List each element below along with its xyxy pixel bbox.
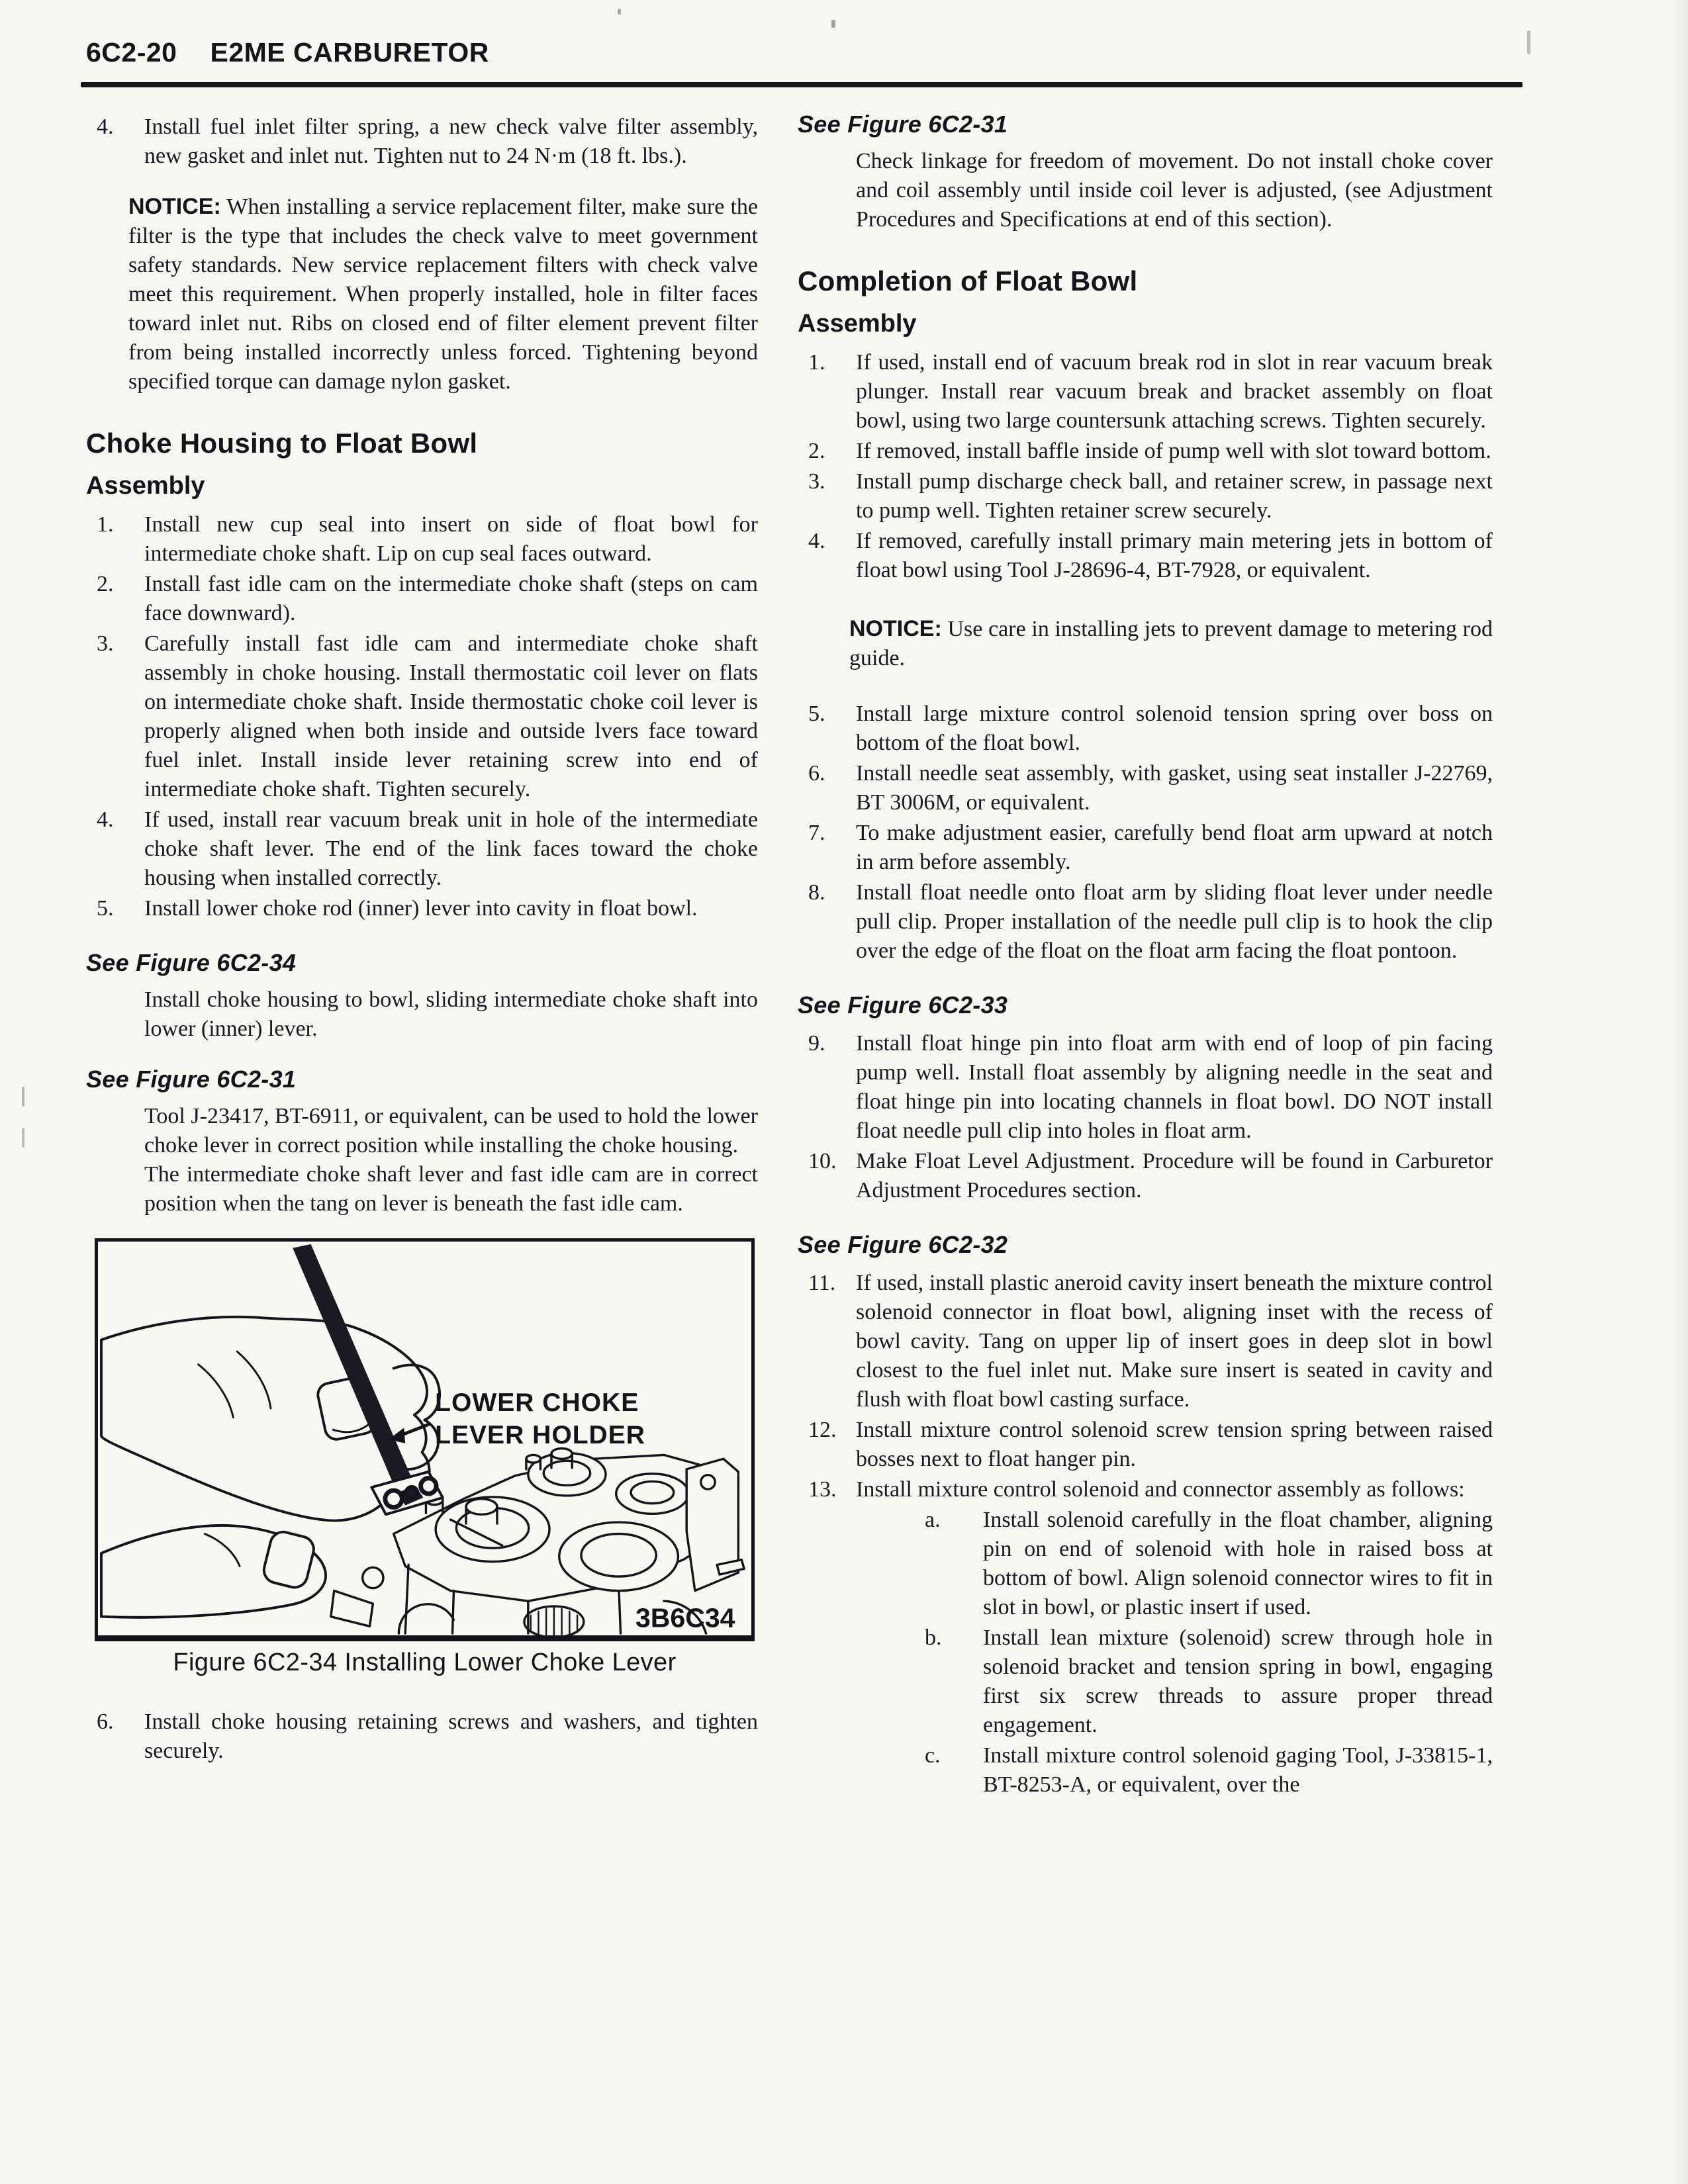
paragraph: The intermediate choke shaft lever and fast idle cam are in correct position when the tang on lever is beneath the fast idle cam. [144, 1162, 758, 1216]
numbered-list [798, 1029, 1493, 1205]
numbered-list [798, 348, 1493, 585]
list-item-number: 4. [97, 114, 114, 139]
list-item [86, 113, 758, 171]
notice-paragraph [849, 614, 1493, 673]
list-item [798, 527, 1493, 585]
section-heading: Choke Housing to Float Bowl [86, 428, 478, 459]
page-header [86, 37, 489, 68]
list-item-text: Install pump discharge check ball, and retainer screw, in passage next to pump well. Tighten retainer screw securely. [856, 469, 1493, 523]
list-item-text: Install lean mixture (solenoid) screw through hole in solenoid bracket and tension spring in bowl, engaging first six screw threads to assure proper thread engagement. [983, 1625, 1493, 1737]
list-subitem [921, 1741, 1493, 1799]
list-item-number: 9. [808, 1031, 825, 1056]
list-item [86, 570, 758, 628]
list-item [86, 510, 758, 569]
list-item-number: 12. [808, 1418, 837, 1442]
figure-reference: See Figure 6C2-33 [798, 991, 1008, 1019]
subsection-heading: Assembly [798, 310, 917, 338]
list-item [86, 894, 758, 923]
list-item-text: If removed, install baffle inside of pump well with slot toward bottom. [856, 439, 1491, 463]
list-item-number: 5. [97, 896, 114, 921]
list-item-text: If used, install plastic aneroid cavity insert beneath the mixture control solenoid connector in float bowl, aligning inset with the recess of bowl cavity. Tang on upper lip of insert goes in deep slot in bowl closest to the fuel inlet nut. Make sure insert is seated in cavity and flush with float bowl casting surface. [856, 1271, 1493, 1412]
numbered-list [798, 1269, 1493, 1799]
page-title: E2ME CARBURETOR [210, 37, 489, 68]
numbered-list [86, 510, 758, 923]
list-subitem [921, 1506, 1493, 1622]
notice-text: Use care in installing jets to prevent damage to metering rod guide. [849, 617, 1493, 670]
list-item [798, 700, 1493, 758]
list-item-text: Install mixture control solenoid and connector assembly as follows: [856, 1477, 1465, 1502]
list-item-text: Install mixture control solenoid screw tension spring between raised bosses next to float hanger pin. [856, 1418, 1493, 1471]
list-item [798, 467, 1493, 525]
list-item-text: Install needle seat assembly, with gasket, using seat installer J-22769, BT 3006M, or equivalent. [856, 761, 1493, 815]
figure-reference: See Figure 6C2-31 [86, 1066, 297, 1093]
list-item-number: 1. [97, 512, 114, 537]
list-item-number: 1. [808, 350, 825, 375]
figure-label-line2: LEVER HOLDER [435, 1420, 646, 1449]
scan-edge-shade [1672, 0, 1688, 2184]
figure-part-code: 3B6C34 [635, 1602, 735, 1633]
figure-caption: Figure 6C2-34 Installing Lower Choke Lever [173, 1649, 677, 1676]
section-heading: Completion of Float Bowl [798, 265, 1138, 296]
paragraph: Install choke housing to bowl, sliding intermediate choke shaft into lower (inner) lever. [144, 987, 758, 1041]
list-subitem [921, 1623, 1493, 1740]
list-item [798, 1475, 1493, 1504]
list-item-text: Install lower choke rod (inner) lever into cavity in float bowl. [144, 896, 698, 921]
list-item-letter: a. [925, 1508, 941, 1532]
list-item-text: Install choke housing retaining screws and washers, and tighten securely. [144, 1709, 758, 1763]
page-number: 6C2-20 [86, 37, 177, 68]
list-item-number: 5. [808, 702, 825, 726]
list-item [798, 437, 1493, 466]
list-item-text: Make Float Level Adjustment. Procedure will be found in Carburetor Adjustment Procedures section. [856, 1149, 1493, 1203]
list-item-text: Install float needle onto float arm by sliding float lever under needle pull clip. Proper installation of the needle pull clip is to hook the clip over the edge of the float on the float arm facing the float pontoon. [856, 880, 1493, 963]
figure-6c2-34 [95, 1238, 755, 1641]
figure-illustration [98, 1242, 751, 1635]
list-item-text: Install new cup seal into insert on side of float bowl for intermediate choke shaft. Lip on cup seal faces outward. [144, 512, 758, 566]
list-item-number: 2. [97, 572, 114, 596]
list-item [86, 1707, 758, 1766]
list-item-text: If used, install end of vacuum break rod in slot in rear vacuum break plunger. Install rear vacuum break and bracket assembly on float bowl, using two large countersunk attaching screws. Tighten securely. [856, 350, 1493, 433]
list-item-text: Install solenoid carefully in the float chamber, aligning pin on end of solenoid with hole in raised boss at bottom of bowl. Align solenoid connector wires to fit in slot in bowl, or plastic insert if used. [983, 1508, 1493, 1619]
list-item-number: 8. [808, 880, 825, 905]
header-rule [81, 82, 1523, 87]
figure-reference: See Figure 6C2-32 [798, 1231, 1008, 1258]
list-item-text: To make adjustment easier, carefully bend float arm upward at notch in arm before assembly. [856, 821, 1493, 874]
list-item [798, 348, 1493, 435]
list-item-letter: b. [925, 1625, 942, 1650]
list-item-number: 11. [808, 1271, 836, 1295]
list-item [798, 1029, 1493, 1146]
list-item-number: 3. [808, 469, 825, 494]
list-item-number: 6. [97, 1709, 114, 1734]
figure-reference: See Figure 6C2-31 [798, 111, 1008, 138]
list-item-text: Install large mixture control solenoid tension spring over boss on bottom of the float bowl. [856, 702, 1493, 755]
list-item-number: 4. [97, 807, 114, 832]
list-item-number: 6. [808, 761, 825, 786]
list-item-text: Install fuel inlet filter spring, a new check valve filter assembly, new gasket and inlet nut. Tighten nut to 24 N·m (18 ft. lbs.). [144, 114, 758, 168]
scan-artifact [22, 1128, 24, 1148]
list-item [86, 805, 758, 893]
thumb-illustration [101, 1525, 326, 1617]
list-item-text: Install fast idle cam on the intermediate choke shaft (steps on cam face downward). [144, 572, 758, 625]
two-column-layout [86, 111, 1519, 1799]
list-item [798, 759, 1493, 817]
list-item-number: 13. [808, 1477, 837, 1502]
list-item-text: Carefully install fast idle cam and intermediate choke shaft assembly in choke housing. Install thermostatic coil lever on flats on intermediate choke shaft. Inside thermostatic choke coil lever is properly aligned when both inside and outside lvers face toward fuel inlet. Install inside lever retaining screw into end of intermediate choke shaft. Tighten securely. [144, 631, 758, 801]
numbered-list [798, 700, 1493, 966]
subsection-heading: Assembly [86, 472, 205, 500]
list-item-number: 2. [808, 439, 825, 463]
scan-artifact [618, 9, 621, 15]
list-item [798, 1269, 1493, 1414]
list-item [798, 1416, 1493, 1474]
list-item-letter: c. [925, 1743, 941, 1768]
notice-paragraph [128, 192, 758, 396]
figure-label-line1: LOWER CHOKE [435, 1388, 639, 1417]
scan-artifact [22, 1087, 24, 1107]
list-item [86, 629, 758, 804]
list-item-number: 10. [808, 1149, 837, 1173]
list-item-number: 4. [808, 529, 825, 553]
notice-text: When installing a service replacement filter, make sure the filter is the type that includes the check valve to meet government safety standards. New service replacement filters with check valve meet this requirement. When properly installed, hole in filter faces toward inlet nut. Ribs on closed end of filter element prevent filter from being installed incorrectly unless forced. Tightening beyond specified torque can damage nylon gasket. [128, 195, 758, 394]
notice-label: NOTICE: [128, 194, 221, 219]
list-item [798, 819, 1493, 877]
left-column [86, 111, 758, 1766]
right-column [798, 111, 1493, 1799]
scan-artifact [831, 20, 835, 28]
list-item [798, 878, 1493, 966]
list-item-text: If removed, carefully install primary main metering jets in bottom of float bowl using Tool J-28696-4, BT-7928, or equivalent. [856, 529, 1493, 582]
paragraph: Tool J-23417, BT-6911, or equivalent, can be used to hold the lower choke lever in correct position while installing the choke housing. [144, 1104, 758, 1158]
figure-reference: See Figure 6C2-34 [86, 949, 297, 976]
list-item-text: Install float hinge pin into float arm with end of loop of pin facing pump well. Install float assembly by aligning needle in the seat and float hinge pin into locating channels in float bowl. DO NOT install float needle pull clip into holes in float arm. [856, 1031, 1493, 1143]
scan-artifact [1527, 30, 1530, 54]
list-item-number: 3. [97, 631, 114, 656]
list-item [798, 1147, 1493, 1205]
list-item-text: If used, install rear vacuum break unit in hole of the intermediate choke shaft lever. The end of the link faces toward the choke housing when installed correctly. [144, 807, 758, 890]
list-item-number: 7. [808, 821, 825, 845]
list-item-text: Install mixture control solenoid gaging Tool, J-33815-1, BT-8253-A, or equivalent, over the [983, 1743, 1493, 1797]
notice-label: NOTICE: [849, 616, 942, 641]
paragraph: Check linkage for freedom of movement. Do not install choke cover and coil assembly until inside coil lever is adjusted, (see Adjustment Procedures and Specifications at end of this section). [856, 149, 1493, 232]
